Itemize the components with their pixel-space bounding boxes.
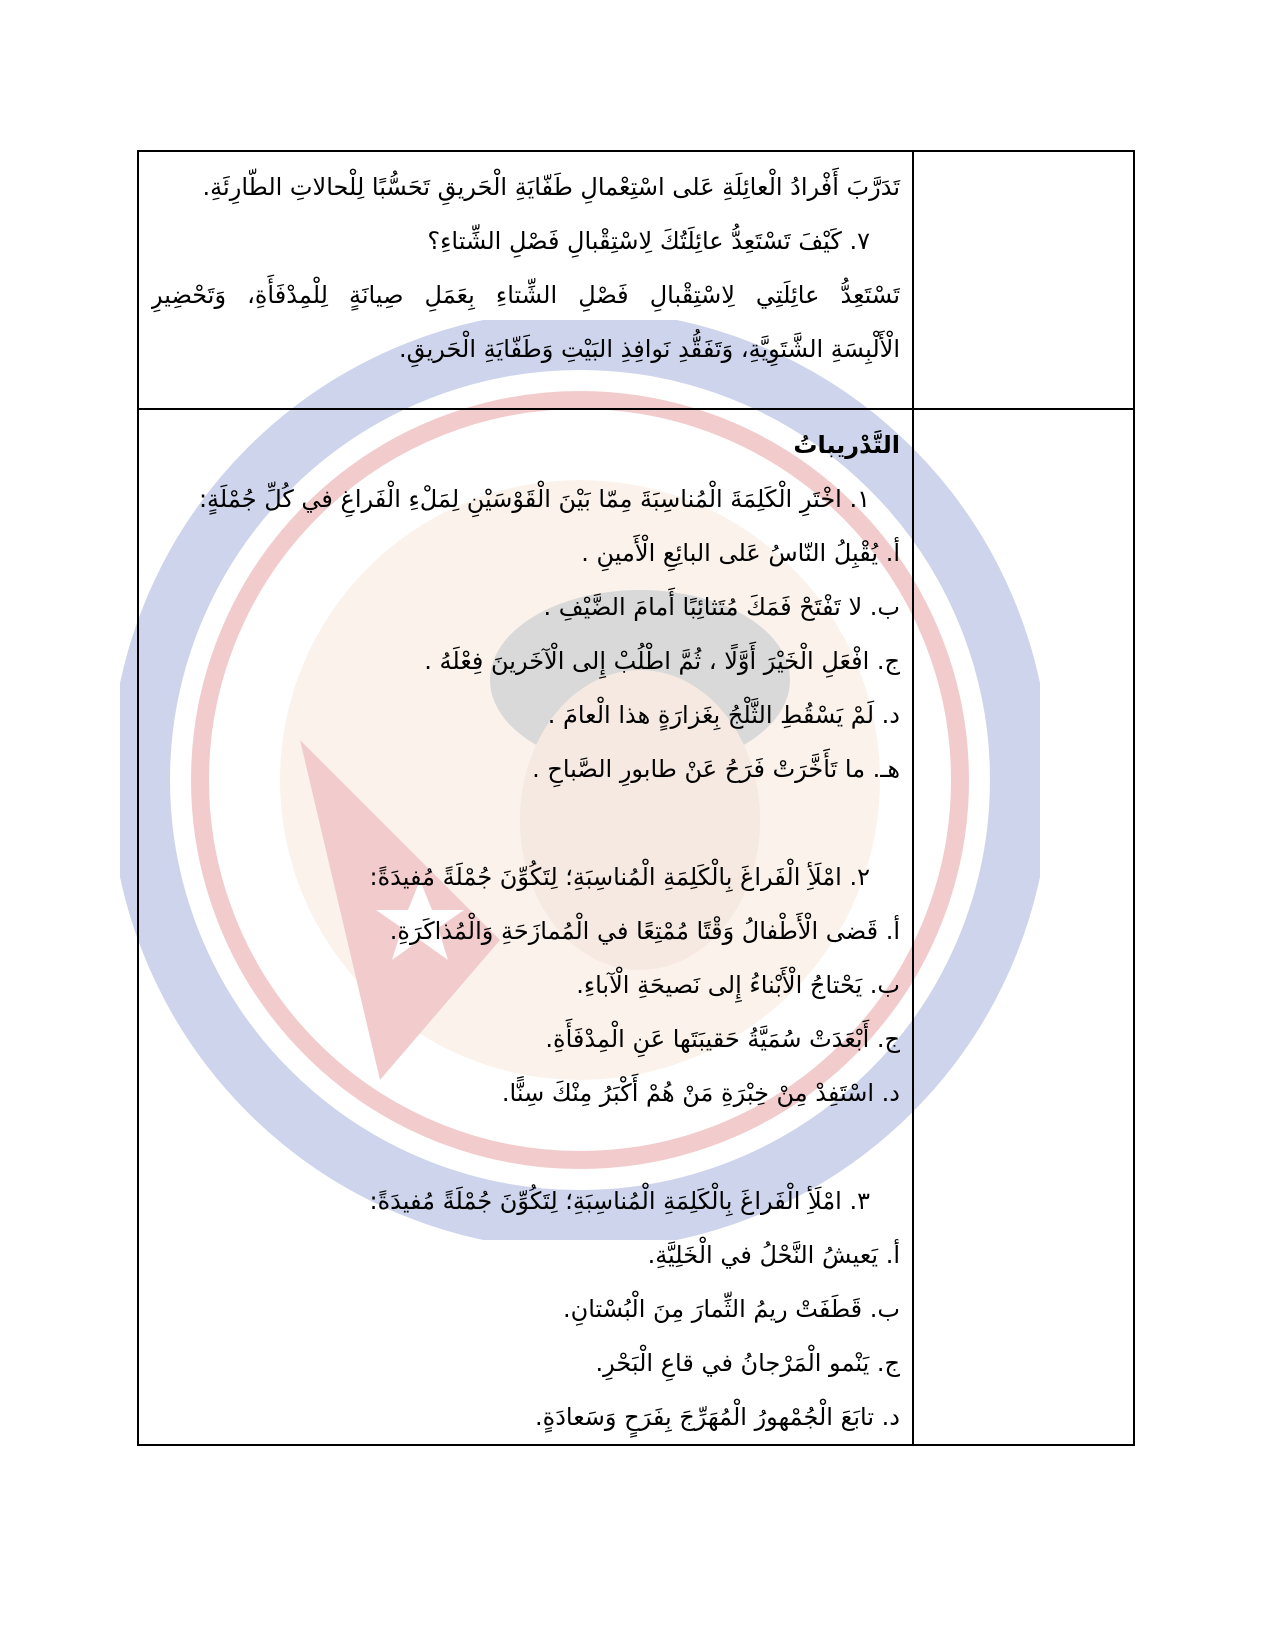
answer-line: الْأَلْبِسَةِ الشَّتَوِيَّةِ، وَتَفَقُّدِ نَوافِذِ البَيْتِ وَطَفّايَةِ الْحَريقِ. [398,335,900,363]
question-2-prompt: ٢. امْلَأِ الْفَراغَ بِالْكَلِمَةِ الْمُناسِبَةِ؛ لِتَكُوِّنَ جُمْلَةً مُفيدَةً: [369,863,870,891]
table-row [138,151,1134,409]
question-7: ٧. كَيْفَ تَسْتَعِدُّ عائِلَتُكَ لِاسْتِقْبالِ فَصْلِ الشِّتاءِ؟ [427,227,870,255]
list-item: ب. قَطَفَتْ ريمُ الثِّمارَ مِنَ الْبُسْتانِ. [562,1295,900,1323]
answers-block [139,152,912,376]
list-item: د. لَمْ يَسْقُطِ الثَّلْجُ بِغَزارَةٍ هذا الْعامَ . [547,701,900,729]
exercises-block [139,410,912,1444]
list-item: أ. قَضى الْأَطْفالُ وَقْتًا مُمْتِعًا في الْمُمازَحَةِ وَالْمُذاكَرَةِ. [389,917,900,945]
answers-cell [138,151,913,409]
answer-line: تَدَرَّبَ أَفْرادُ الْعائِلَةِ عَلى اسْتِعْمالِ طَفّايَةِ الْحَريقِ تَحَسُّبًا لِلْحالاتِ الطّارِئَةِ. [202,173,900,201]
list-item: هـ. ما تَأَخَّرَتْ فَرَحُ عَنْ طابورِ الصَّباحِ . [532,755,900,783]
spacer [151,1120,900,1174]
list-item: ب. يَحْتاجُ الْأَبْناءُ إِلى نَصيحَةِ الْآباءِ. [576,971,900,999]
list-item: ب. لا تَفْتَحْ فَمَكَ مُتَثائِبًا أَمامَ الضَّيْفِ . [543,593,900,621]
side-cell [913,151,1134,409]
worksheet-table [137,150,1135,1446]
question-3-prompt: ٣. امْلَأِ الْفَراغَ بِالْكَلِمَةِ الْمُناسِبَةِ؛ لِتَكُوِّنَ جُمْلَةً مُفيدَةً: [369,1187,870,1215]
list-item: ج. أَبْعَدَتْ سُمَيَّةُ حَقيبَتَها عَنِ الْمِدْفَأَةِ. [545,1025,900,1053]
question-1-prompt: ١. اخْتَرِ الْكَلِمَةَ الْمُناسِبَةَ مِمّا بَيْنَ الْقَوْسَيْنِ لِمَلْءِ الْفَراغِ في كُلِّ جُمْلَةٍ: [198,485,870,513]
table-row [138,409,1134,1445]
exercises-heading: التَّدْريباتُ [793,431,900,459]
list-item: أ. يُقْبِلُ النّاسُ عَلى البائِعِ الْأَمينِ . [581,539,900,567]
list-item: د. تابَعَ الْجُمْهورُ الْمُهَرِّجَ بِفَرَحٍ وَسَعادَةٍ. [535,1403,900,1431]
spacer [151,796,900,850]
side-cell [913,409,1134,1445]
answer-line: تَسْتَعِدُّ عائِلَتِي لِاسْتِقْبالِ فَصْلِ الشِّتاءِ بِعَمَلِ صِيانَةٍ لِلْمِدْفَأَةِ، وَتَحْضِيرِ [151,281,900,309]
exercises-cell [138,409,913,1445]
list-item: ج. يَنْمو الْمَرْجانُ في قاعِ الْبَحْرِ. [595,1349,900,1377]
list-item: د. اسْتَفِدْ مِنْ خِبْرَةِ مَنْ هُمْ أَكْبَرُ مِنْكَ سِنًّا. [501,1079,900,1107]
list-item: ج. افْعَلِ الْخَيْرَ أَوَّلًا ، ثُمَّ اطْلُبْ إِلى الْآخَرينَ فِعْلَهُ . [424,647,900,675]
list-item: أ. يَعيشُ النَّحْلُ في الْخَلِيَّةِ. [647,1241,900,1269]
